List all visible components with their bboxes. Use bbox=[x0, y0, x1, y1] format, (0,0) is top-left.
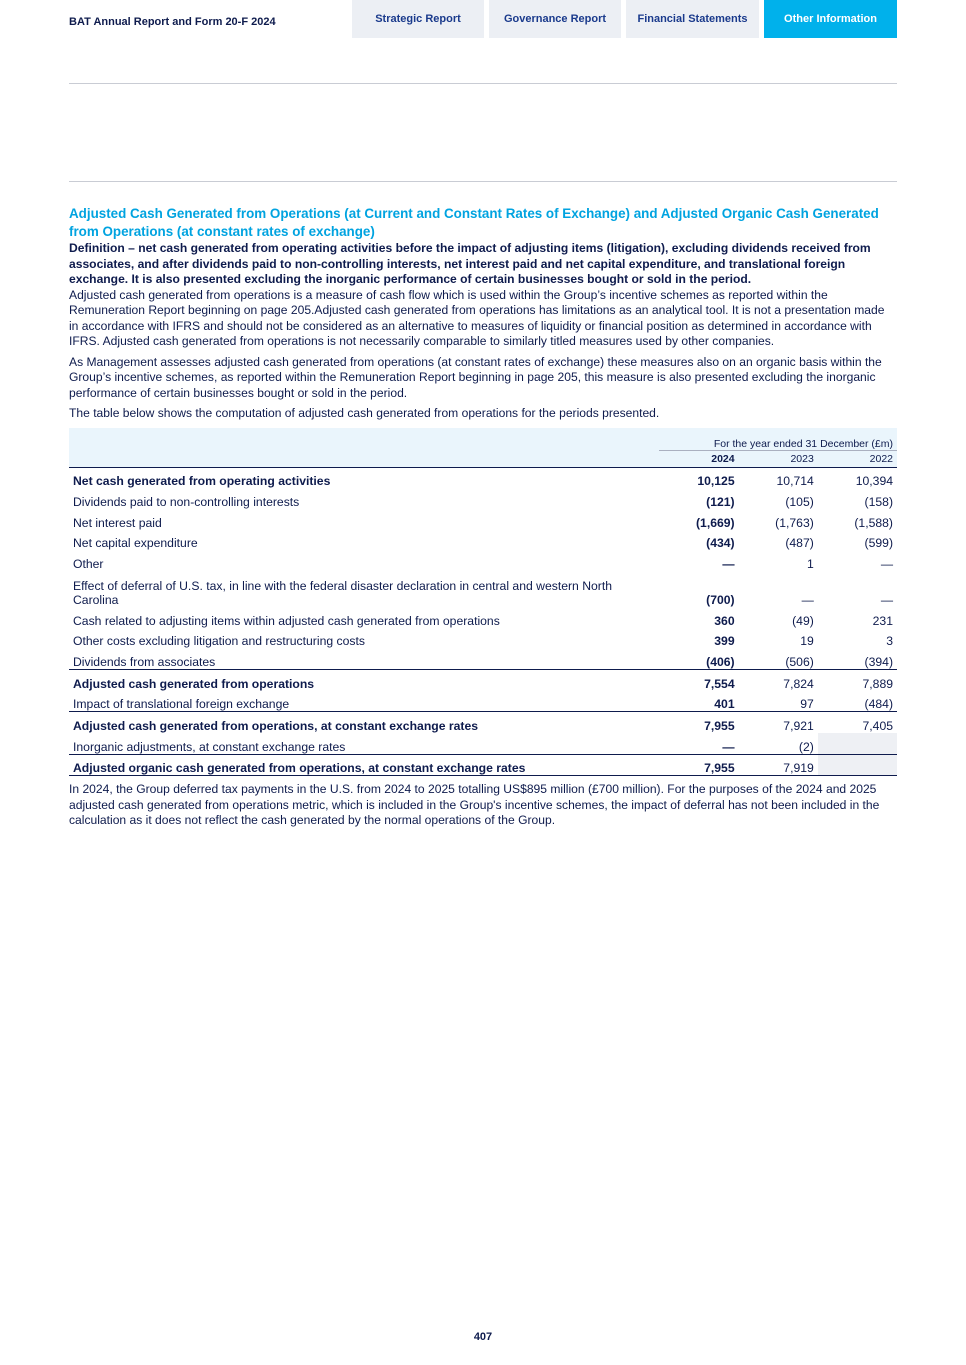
row-label: Net capital expenditure bbox=[73, 536, 198, 551]
value-2023: (105) bbox=[785, 494, 814, 509]
year-header-2022: 2022 bbox=[818, 450, 897, 467]
value-2024: (700) bbox=[706, 592, 735, 607]
value-2023: 7,919 bbox=[739, 754, 818, 776]
table-row bbox=[69, 691, 897, 712]
footnote-text: In 2024, the Group deferred tax payments in the U.S. from 2024 to 2025 totalling US$895 million (£700 million). For the purposes of the 2024 and 2025 adjusted cash generated from operations metric, which is included in the Group's incentive schemes, the impact of deferral has not been included in the calculation as it does not reflect the cash generated by the normal operations of the Group. bbox=[69, 782, 880, 828]
value-2024: (1,669) bbox=[695, 515, 735, 530]
value-2023: (506) bbox=[785, 655, 814, 669]
tab-governance-report[interactable]: Governance Report bbox=[489, 0, 621, 38]
value-2023: (2) bbox=[798, 739, 814, 754]
value-2022: (158) bbox=[864, 494, 893, 509]
top-navigation-bar bbox=[0, 0, 966, 38]
row-label: Adjusted cash generated from operations bbox=[69, 670, 659, 691]
value-2024: 401 bbox=[714, 697, 735, 712]
value-2023: (49) bbox=[792, 613, 814, 628]
year-header-2024: 2024 bbox=[659, 450, 738, 467]
table-row bbox=[69, 607, 897, 628]
main-content bbox=[69, 205, 897, 829]
value-2024: — bbox=[722, 556, 735, 571]
table-row-subtotal bbox=[69, 670, 897, 691]
row-label: Effect of deferral of U.S. tax, in line with the federal disaster declaration in central and western North Carolina bbox=[73, 578, 613, 607]
value-2023: (1,763) bbox=[775, 515, 814, 530]
value-2024: 399 bbox=[714, 634, 735, 649]
value-2023: 19 bbox=[800, 634, 814, 649]
value-2022: 7,405 bbox=[818, 712, 897, 733]
section-divider bbox=[69, 181, 897, 182]
table-header-period-row bbox=[69, 428, 897, 451]
value-2022: (484) bbox=[864, 697, 893, 712]
value-2024: 7,554 bbox=[659, 670, 738, 691]
table-row-total bbox=[69, 754, 897, 776]
period-header: For the year ended 31 December (£m) bbox=[659, 428, 897, 451]
body-paragraph-2: As Management assesses adjusted cash generated from operations (at constant rates of exchange) these measures also on an organic basis within the Group’s incentive schemes, as reported within the Remuneration Report beginning in page 205, this measure is also presented excluding the inorganic performance of certain businesses bought or sold in the period. bbox=[69, 354, 882, 400]
row-label: Net interest paid bbox=[73, 515, 162, 530]
top-divider bbox=[69, 83, 897, 84]
table-row bbox=[69, 571, 897, 607]
table-header-years-row bbox=[69, 450, 897, 467]
value-2022-empty bbox=[818, 754, 897, 776]
value-2024: (434) bbox=[706, 536, 735, 551]
value-2023: 97 bbox=[800, 697, 814, 712]
year-header-2023: 2023 bbox=[739, 450, 818, 467]
cash-flow-table bbox=[69, 428, 897, 777]
table-row bbox=[69, 628, 897, 649]
tab-other-information[interactable]: Other Information bbox=[764, 0, 897, 38]
value-2022: 10,394 bbox=[855, 474, 893, 489]
value-2023: 7,921 bbox=[739, 712, 818, 733]
table-row bbox=[69, 648, 897, 669]
tab-financial-statements[interactable]: Financial Statements bbox=[626, 0, 759, 38]
value-2024: (121) bbox=[706, 494, 735, 509]
row-label: Inorganic adjustments, at constant exchange rates bbox=[73, 739, 346, 754]
table-row bbox=[69, 733, 897, 754]
body-paragraph-3: The table below shows the computation of adjusted cash generated from operations for the periods presented. bbox=[69, 406, 660, 420]
value-2022-empty bbox=[818, 733, 897, 754]
value-2024: 360 bbox=[714, 613, 735, 628]
value-2024: 10,125 bbox=[697, 474, 735, 489]
row-label: Other bbox=[73, 556, 104, 571]
body-paragraph-1: Adjusted cash generated from operations is a measure of cash flow which is used within the Group’s incentive schemes as reported within the Remuneration Report beginning on page 205.Adjusted cash generated from operations has limitations as an analytical tool. It is not a presentation made in accordance with IFRS and should not be considered as an alternative to measures of liquidity or financial position as determined in accordance with IFRS. Adjusted cash generated from operations is not necessarily comparable to similarly titled measures used by other companies. bbox=[69, 287, 885, 348]
section-tabs bbox=[352, 0, 897, 38]
table-row-subtotal bbox=[69, 712, 897, 733]
tab-strategic-report[interactable]: Strategic Report bbox=[352, 0, 484, 38]
table-row bbox=[69, 488, 897, 509]
value-2022: 231 bbox=[872, 613, 893, 628]
value-2022: (394) bbox=[864, 655, 893, 669]
value-2023: 10,714 bbox=[776, 474, 814, 489]
row-label: Adjusted organic cash generated from operations, at constant exchange rates bbox=[69, 754, 659, 776]
row-label: Cash related to adjusting items within adjusted cash generated from operations bbox=[73, 613, 500, 628]
report-title: BAT Annual Report and Form 20-F 2024 bbox=[69, 16, 276, 28]
value-2022: — bbox=[880, 556, 893, 571]
value-2022: (1,588) bbox=[854, 515, 893, 530]
row-label: Dividends paid to non-controlling interests bbox=[73, 494, 300, 509]
row-label: Adjusted cash generated from operations, at constant exchange rates bbox=[69, 712, 659, 733]
value-2022: (599) bbox=[864, 536, 893, 551]
value-2022: 7,889 bbox=[818, 670, 897, 691]
value-2023: 7,824 bbox=[739, 670, 818, 691]
table-row bbox=[69, 509, 897, 530]
value-2024: — bbox=[722, 739, 735, 754]
row-label: Net cash generated from operating activities bbox=[73, 474, 331, 489]
value-2023: (487) bbox=[785, 536, 814, 551]
value-2024: 7,955 bbox=[659, 712, 738, 733]
value-2022: 3 bbox=[886, 634, 893, 649]
table-row bbox=[69, 467, 897, 488]
section-title: Adjusted Cash Generated from Operations (at Current and Constant Rates of Exchange) and Adjusted Organic Cash Generated from Operations (at constant rates of exchange) bbox=[69, 206, 879, 239]
value-2024: 7,955 bbox=[659, 754, 738, 776]
page-number: 407 bbox=[473, 1331, 493, 1343]
row-label: Dividends from associates bbox=[73, 655, 216, 669]
value-2022: — bbox=[880, 592, 893, 607]
row-label: Other costs excluding litigation and restructuring costs bbox=[73, 634, 365, 649]
row-label: Impact of translational foreign exchange bbox=[73, 697, 290, 712]
value-2024: (406) bbox=[706, 655, 735, 669]
value-2023: 1 bbox=[807, 556, 814, 571]
definition-text: Definition – net cash generated from operating activities before the impact of adjusting items (litigation), excluding dividends received from associates, and after dividends paid to non-controlling interests, net interest paid and net capital expenditure, and translational foreign exchange. It is also presented excluding the inorganic performance of certain businesses bought or sold in the period. bbox=[69, 241, 871, 286]
table-row bbox=[69, 550, 897, 571]
value-2023: — bbox=[801, 592, 814, 607]
table-row bbox=[69, 530, 897, 551]
